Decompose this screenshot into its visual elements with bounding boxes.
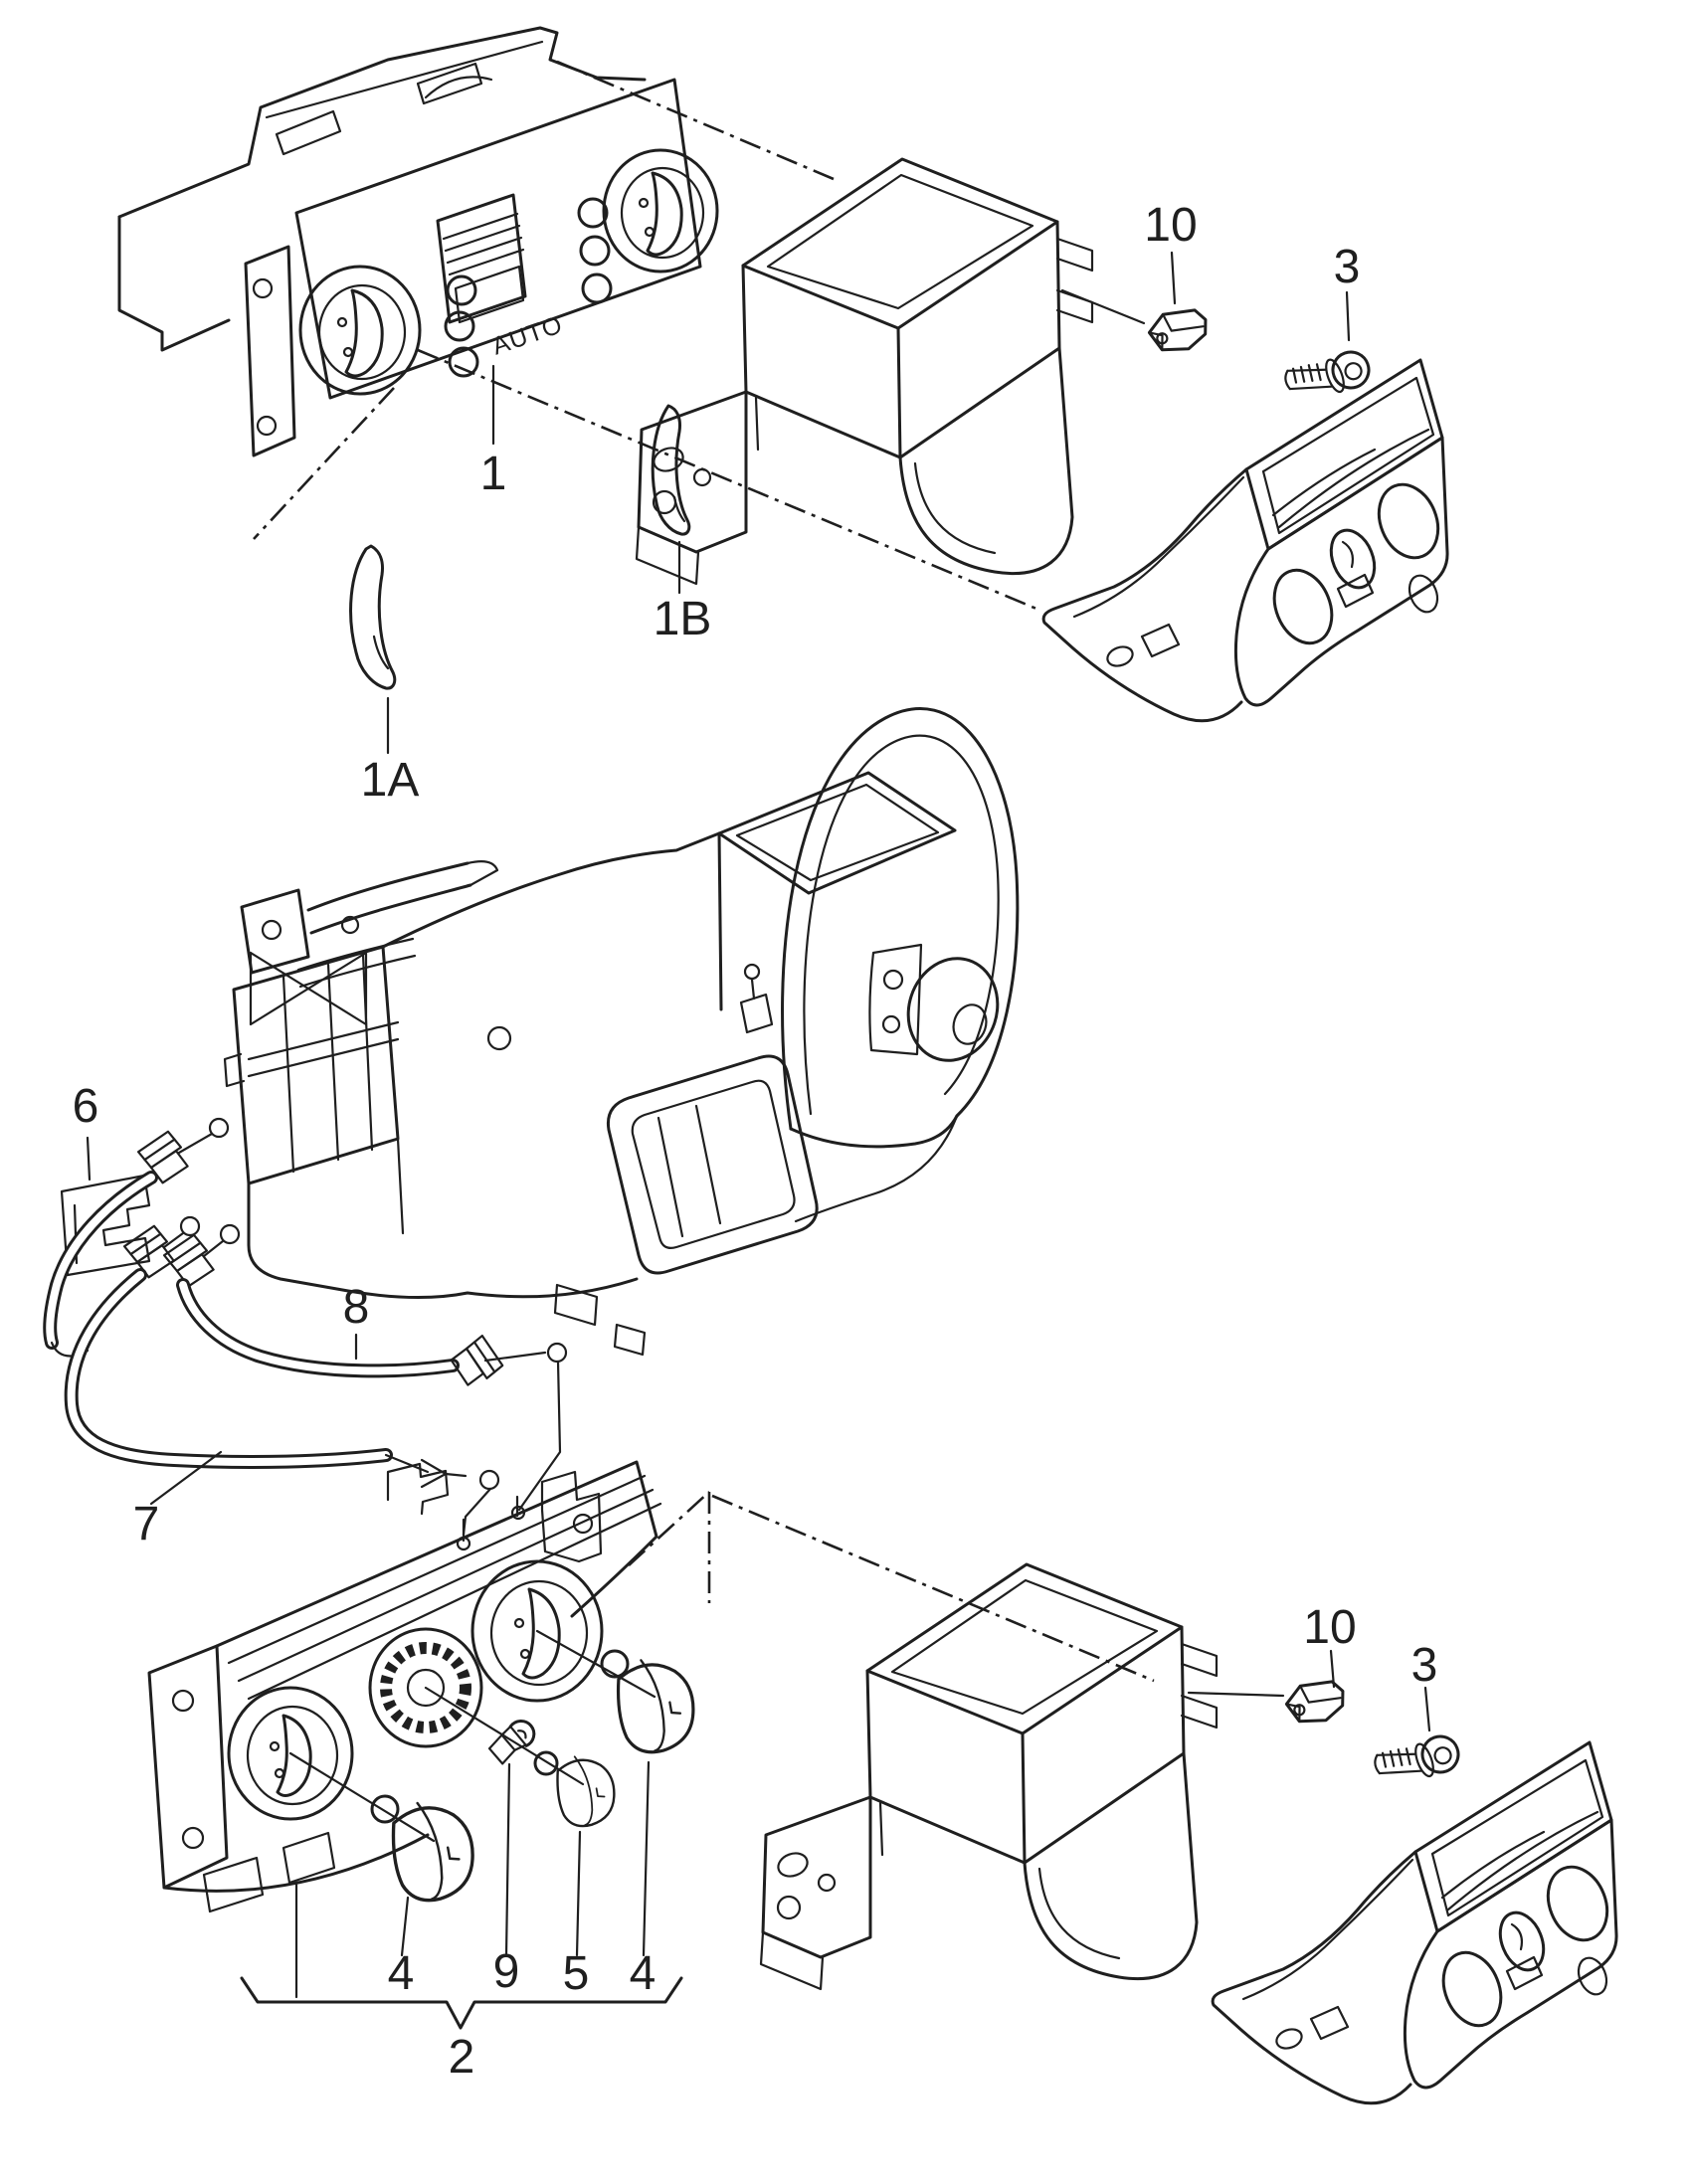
assembly-axis-bottom xyxy=(629,1492,1154,1681)
part-label-3-upper: 3 xyxy=(1333,241,1361,293)
part-label-1a: 1A xyxy=(360,754,420,807)
callout-leader-lines xyxy=(88,253,1429,2028)
part-label-9: 9 xyxy=(492,1945,520,1998)
button-right-2 xyxy=(581,237,609,265)
part-label-7: 7 xyxy=(132,1498,160,1550)
part-label-1: 1 xyxy=(479,448,507,500)
retaining-clip-upper xyxy=(1146,304,1212,358)
button-left-3 xyxy=(450,348,477,376)
retaining-clip-lower xyxy=(1283,1676,1349,1729)
knob-5 xyxy=(552,1751,620,1830)
mounting-box-lower xyxy=(761,1564,1217,1989)
part-label-4-left: 4 xyxy=(387,1947,415,2000)
assembly-axis-top-3 xyxy=(254,388,394,539)
manual-control-unit xyxy=(149,1462,700,1911)
part-label-10-upper: 10 xyxy=(1144,199,1198,252)
knob-4-right xyxy=(612,1653,701,1757)
part-label-3-lower: 3 xyxy=(1410,1639,1438,1692)
group-brace-part2 xyxy=(242,1978,681,2028)
console-trim-lower xyxy=(1213,1742,1617,2103)
part-label-6: 6 xyxy=(72,1080,99,1133)
button-right-3 xyxy=(583,274,611,302)
part-label-8: 8 xyxy=(342,1281,370,1334)
console-trim-upper xyxy=(1043,360,1448,721)
button-left-1 xyxy=(448,276,475,304)
part-label-10-lower: 10 xyxy=(1303,1601,1357,1654)
clip-axis-line-upper xyxy=(1062,290,1144,323)
part-label-2: 2 xyxy=(448,2031,475,2084)
part-label-5: 5 xyxy=(562,1947,590,2000)
assembly-axis-top-2 xyxy=(418,350,1036,609)
clip-axis-line-lower xyxy=(1189,1693,1283,1696)
part-label-1b: 1B xyxy=(653,593,712,645)
auto-display-text: AUTO xyxy=(488,310,567,361)
trim-strip-1a xyxy=(351,546,395,688)
part-label-4-right: 4 xyxy=(629,1947,657,2000)
screw-lower xyxy=(1372,1729,1463,1793)
mounting-box-upper xyxy=(637,159,1092,584)
control-cable-7 xyxy=(72,1217,498,1535)
climate-control-unit-auto xyxy=(119,28,717,455)
